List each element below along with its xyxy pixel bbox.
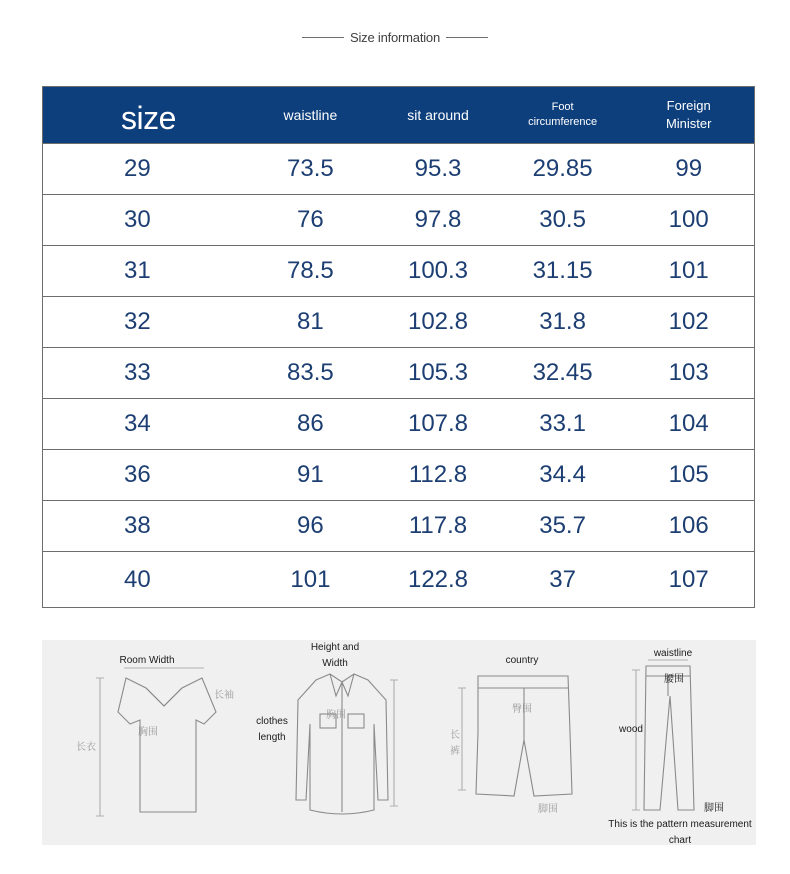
header-size: size [121,100,176,137]
label-clothes-length-line1: clothes [256,716,288,727]
table-row [43,500,754,551]
cell-foreign-minister: 99 [675,155,703,182]
header-foreign-line1: Foreign [666,98,711,114]
cell-foot-circumference: 34.4 [539,461,586,488]
cell-size: 36 [124,461,151,488]
header-foreign-minister [623,87,754,143]
cell-sit-around: 102.8 [407,308,469,335]
table-row [43,143,754,194]
label-clothes-length-line2: length [258,732,286,743]
cell-waistline: 76 [297,206,324,233]
cell-sit-around: 112.8 [408,461,468,488]
title-right-rule [446,37,488,38]
title-text: Size information [349,29,440,45]
cell-foreign-minister: 100 [668,206,709,233]
cell-foreign-minister: 101 [668,257,709,284]
label-cn-hip: 臀围 [512,704,532,715]
label-height-width [296,640,374,672]
cell-size: 40 [124,565,151,593]
cell-waistline: 83.5 [287,359,334,386]
cell-foreign-minister: 102 [668,308,709,335]
cell-sit-around: 95.3 [414,155,462,182]
measurement-diagram [42,640,756,845]
header-sit-around: sit around [407,106,469,123]
table-row [43,194,754,245]
label-cn-chest-shirt: 胸围 [326,710,346,721]
cell-foot-circumference: 37 [549,565,576,593]
cell-size: 38 [124,512,151,539]
table-row [43,245,754,296]
label-wood: wood [619,724,643,735]
diagram-caption-line1: This is the pattern measurement [608,819,752,830]
label-clothes-length [248,714,296,746]
cell-size: 31 [124,257,151,284]
cell-size: 32 [124,308,151,335]
cell-foot-circumference: 33.1 [539,410,586,437]
cell-foreign-minister: 105 [668,461,709,488]
cell-foot-circumference: 30.5 [539,206,586,233]
header-waistline: waistline [283,106,338,123]
cell-waistline: 96 [297,512,324,539]
diagram-caption-line2: chart [668,835,692,846]
cell-foot-circumference: 32.45 [532,359,593,386]
cell-sit-around: 97.8 [414,206,462,233]
label-height-width-line2: Width [322,658,348,669]
cell-foot-circumference: 31.8 [539,308,586,335]
cell-sit-around: 107.8 [407,410,469,437]
title-left-rule [302,37,344,38]
cell-waistline: 91 [297,461,324,488]
table-row [43,347,754,398]
diagram-caption [608,817,752,849]
cell-waistline: 81 [297,308,324,335]
cell-waistline: 73.5 [287,155,334,182]
cell-foreign-minister: 106 [668,512,709,539]
cell-size: 30 [124,206,151,233]
table-row [43,296,754,347]
label-cn-length: 长衣 [76,742,96,753]
table-row [43,398,754,449]
cell-sit-around: 122.8 [407,565,469,593]
table-row [43,449,754,500]
label-cn-foot: 脚围 [704,803,724,814]
cell-foot-circumference: 35.7 [539,512,586,539]
table-body [43,143,754,607]
label-room-width: Room Width [119,655,175,666]
table-row [43,551,754,607]
label-cn-foot-shorts: 脚围 [538,804,558,815]
cell-sit-around: 117.8 [408,512,468,539]
label-country: country [505,655,539,666]
size-table [42,86,755,608]
cell-size: 29 [124,155,151,182]
cell-foreign-minister: 103 [668,359,709,386]
header-foot-line1: Foot [551,101,574,114]
cell-size: 33 [124,359,151,386]
table-header [43,87,754,143]
cell-foreign-minister: 107 [668,565,709,593]
tshirt-sketch [118,678,216,812]
header-foreign-line2: Minister [665,116,712,131]
label-cn-length-pants: 长裤 [450,730,460,757]
header-foot-line2: circumference [528,116,598,128]
label-cn-sleeve: 长袖 [214,690,234,701]
cell-sit-around: 105.3 [407,359,469,386]
cell-waistline: 101 [290,565,331,593]
label-cn-waist: 腰围 [664,674,684,685]
cell-size: 34 [124,410,151,437]
cell-waistline: 78.5 [287,257,334,284]
label-waistline: waistline [653,648,693,659]
section-title [0,26,790,48]
cell-sit-around: 100.3 [407,257,469,284]
cell-waistline: 86 [297,410,324,437]
garment-sketches [42,640,756,845]
cell-foot-circumference: 29.85 [532,155,593,182]
label-cn-chest: 胸围 [138,727,158,738]
label-height-width-line1: Height and [310,642,360,653]
cell-foreign-minister: 104 [668,410,709,437]
header-foot-circumference [502,87,624,143]
cell-foot-circumference: 31.15 [532,257,593,284]
